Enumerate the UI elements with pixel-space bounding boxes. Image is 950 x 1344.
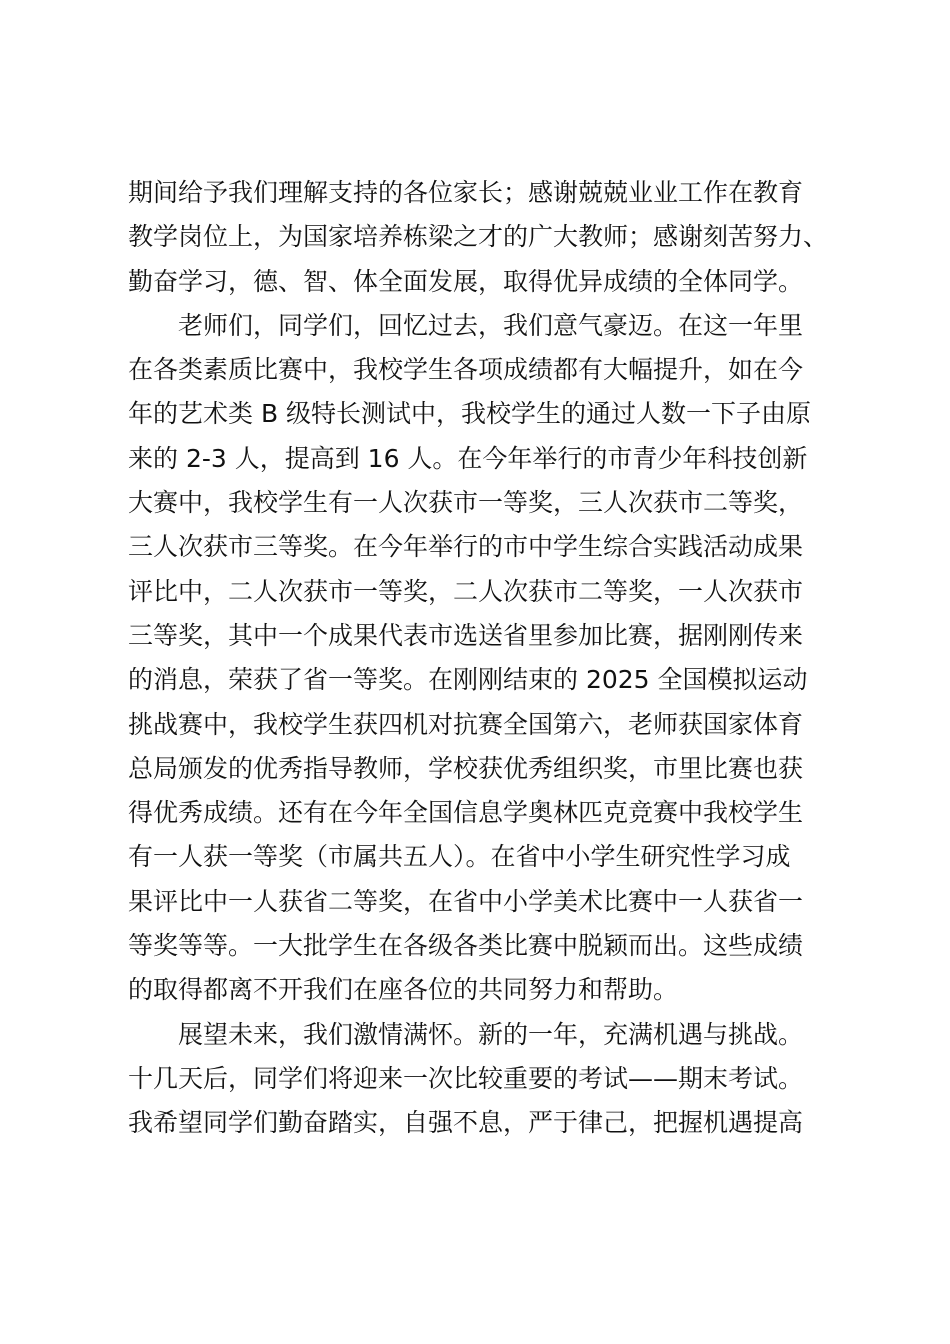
text-line: 在各类素质比赛中，我校学生各项成绩都有大幅提升，如在今 xyxy=(128,355,804,385)
text-line: 我希望同学们勤奋踏实，自强不息，严于律己，把握机遇提高 xyxy=(128,1108,804,1138)
text-line: 的消息，荣获了省一等奖。在刚刚结束的 2025 全国模拟运动 xyxy=(128,665,808,695)
text-line: 期间给予我们理解支持的各位家长；感谢兢兢业业工作在教育 xyxy=(128,178,804,207)
text-line: 勤奋学习，德、智、体全面发展，取得优异成绩的全体同学。 xyxy=(128,266,804,296)
paragraph-start-line: 展望未来，我们激情满怀。新的一年，充满机遇与挑战。 xyxy=(178,1019,804,1049)
text-line: 的取得都离不开我们在座各位的共同努力和帮助。 xyxy=(128,975,679,1005)
text-line: 果评比中一人获省二等奖，在省中小学美术比赛中一人获省一 xyxy=(128,886,804,916)
text-line: 年的艺术类 B 级特长测试中，我校学生的通过人数一下子由原 xyxy=(128,399,812,429)
text-line: 大赛中，我校学生有一人次获市一等奖，三人次获市二等奖， xyxy=(128,488,804,518)
text-line: 三等奖，其中一个成果代表市选送省里参加比赛，据刚刚传来 xyxy=(128,620,804,650)
paragraph-start-line: 老师们，同学们，回忆过去，我们意气豪迈。在这一年里 xyxy=(178,310,804,340)
text-line: 得优秀成绩。还有在今年全国信息学奥林匹克竞赛中我校学生 xyxy=(128,798,804,828)
text-line: 等奖等等。一大批学生在各级各类比赛中脱颖而出。这些成绩 xyxy=(128,931,804,961)
text-line: 三人次获市三等奖。在今年举行的市中学生综合实践活动成果 xyxy=(128,532,804,562)
text-line: 十几天后，同学们将迎来一次比较重要的考试——期末考试。 xyxy=(128,1063,804,1093)
text-line: 来的 2-3 人，提高到 16 人。在今年举行的市青少年科技创新 xyxy=(128,443,808,473)
text-line: 有一人获一等奖（市属共五人）。在省中小学生研究性学习成 xyxy=(128,842,791,872)
document-body xyxy=(128,171,838,1146)
text-line: 教学岗位上，为国家培养栋梁之才的广大教师；感谢刻苦努力、 xyxy=(128,222,829,252)
text-line: 挑战赛中，我校学生获四机对抗赛全国第六，老师获国家体育 xyxy=(128,709,804,739)
text-line: 评比中，二人次获市一等奖，二人次获市二等奖，一人次获市 xyxy=(128,576,804,606)
text-line: 总局颁发的优秀指导教师，学校获优秀组织奖，市里比赛也获 xyxy=(128,753,804,783)
